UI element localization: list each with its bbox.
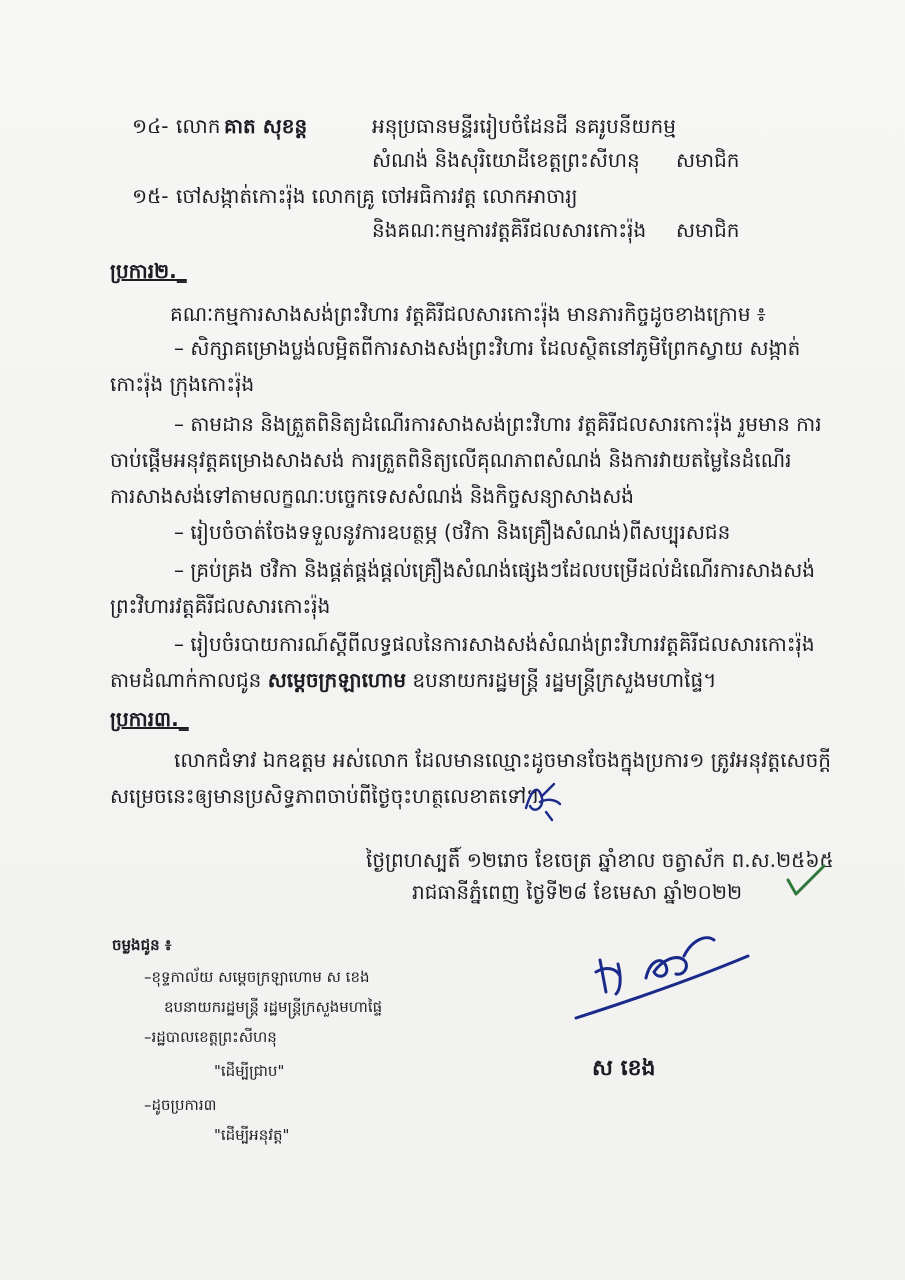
article-2-task-1: – សិក្សាគម្រោងប្លង់លម្អិតពីការសាងសង់ព្រះវិហារ ដែលស្ថិតនៅភូមិព្រែកស្វាយ សង្កាត់កោះរ៉ុង ក្រុងកោះរ៉ុង xyxy=(110,336,801,396)
article-3-body: លោកជំទាវ ឯកឧត្តម អស់លោក ដែលមានឈ្មោះដូចមានចែងក្នុងប្រការ១ ត្រូវអនុវត្តសេចក្តីសម្រេចនេះឲ្យមានប្រសិទ្ធភាពចាប់ពីថ្ងៃចុះហត្ថលេខាតទៅ។ xyxy=(110,748,831,808)
member-15-role-line2: និងគណៈកម្មការវត្តគិរីជលសារកោះរ៉ុង xyxy=(372,218,647,242)
member-15-number: ១៥- xyxy=(132,184,169,208)
cc-label: ចម្លងជូន ៖ xyxy=(112,936,172,954)
member-14-number: ១៤- xyxy=(132,114,169,138)
cc-item-2-line2: "ដើម្បីជ្រាប" xyxy=(214,1062,285,1080)
article-2-task-4: – គ្រប់គ្រង ថវិកា និងផ្គត់ផ្គង់ផ្តល់គ្រឿងសំណង់ផ្សេងៗដែលបម្រើដល់ដំណើរការសាងសង់ព្រះវិហារវត្តគិរីជលសារកោះរ៉ុង xyxy=(110,558,815,618)
cc-item-1-line1: –ខុទ្ទកាល័យ សម្តេចក្រឡាហោម ស ខេង xyxy=(144,968,370,986)
check-icon xyxy=(784,862,830,898)
member-14-name: គាត សុខន្ត xyxy=(224,114,308,138)
article-2-task-3: – រៀបចំចាត់ចែងទទួលនូវការឧបត្ថម្ភ (ថវិកា និងគ្រឿងសំណង់)ពីសប្បុរសជន xyxy=(174,520,731,544)
task-5-prefix: – រៀបចំរបាយការណ៍ស្តីពីលទ្ធផលនៃការសាងសង់សំណង់ព្រះវិហារវត្តគិរីជលសារកោះរ៉ុង តាមដំណាក់កាលជូន xyxy=(110,632,815,692)
cc-item-3-line1: –ដូចប្រការ៣ xyxy=(144,1096,217,1114)
article-2-task-2: – តាមដាន និងត្រួតពិនិត្យដំណើរការសាងសង់ព្រះវិហារ វត្តគិរីជលសារកោះរ៉ុង រួមមាន ការចាប់ផ្តើមអនុវត្តគម្រោងសាងសង់ ការត្រួតពិនិត្យលើគុណភាពសំណង់ និងការវាយតម្លៃនៃដំណើរការសាងសង់ទៅតាមលក្ខណៈបច្ចេកទេសសំណង់ និងកិច្ចសន្យាសាងសង់ xyxy=(110,412,822,508)
cc-item-1-line2: ឧបនាយករដ្ឋមន្ត្រី រដ្ឋមន្ត្រីក្រសួងមហាផ្ទៃ xyxy=(164,998,383,1016)
member-14-title: លោក xyxy=(176,114,221,138)
member-15-position: សមាជិក xyxy=(676,218,740,242)
article-2-task-5 xyxy=(110,626,840,698)
signer-name: ស ខេង xyxy=(592,1056,656,1081)
date-solar: រាជធានីភ្នំពេញ ថ្ងៃទី២៨ ខែមេសា ឆ្នាំ២០២២ xyxy=(412,880,743,904)
article-2-intro: គណៈកម្មការសាងសង់ព្រះវិហារ វត្តគិរីជលសារកោះរ៉ុង មានភារកិច្ចដូចខាងក្រោម ៖ xyxy=(170,302,766,326)
article-2-heading: ប្រការ២._ xyxy=(110,259,187,283)
member-14-position: សមាជិក xyxy=(676,148,740,172)
member-15-title: ចៅសង្កាត់កោះរ៉ុង លោកគ្រូ ចៅអធិការវត្ត លោកអាចារ្យ xyxy=(176,184,578,208)
signature xyxy=(566,920,766,1030)
initial-mark xyxy=(520,778,566,822)
member-14-role-line2: សំណង់ និងសុរិយោដីខេត្តព្រះសីហនុ xyxy=(372,148,640,172)
member-14-role-line1: អនុប្រធានមន្ទីររៀបចំដែនដី នគរូបនីយកម្ម xyxy=(372,114,676,138)
date-lunar: ថ្ងៃព្រហស្បតិ៍ ១២រោច ខែចេត្រ ឆ្នាំខាល ចត្វាស័ក ព.ស.២៥៦៥ xyxy=(366,848,834,872)
cc-item-3-line2: "ដើម្បីអនុវត្ត" xyxy=(214,1126,290,1144)
task-5-bold: សម្តេចក្រឡាហោម xyxy=(267,668,407,692)
article-3-heading: ប្រការ៣._ xyxy=(110,707,189,731)
cc-item-2-line1: –រដ្ឋបាលខេត្តព្រះសីហនុ xyxy=(144,1028,277,1046)
task-5-suffix: ឧបនាយករដ្ឋមន្ត្រី រដ្ឋមន្ត្រីក្រសួងមហាផ្ទៃ។ xyxy=(406,668,717,692)
